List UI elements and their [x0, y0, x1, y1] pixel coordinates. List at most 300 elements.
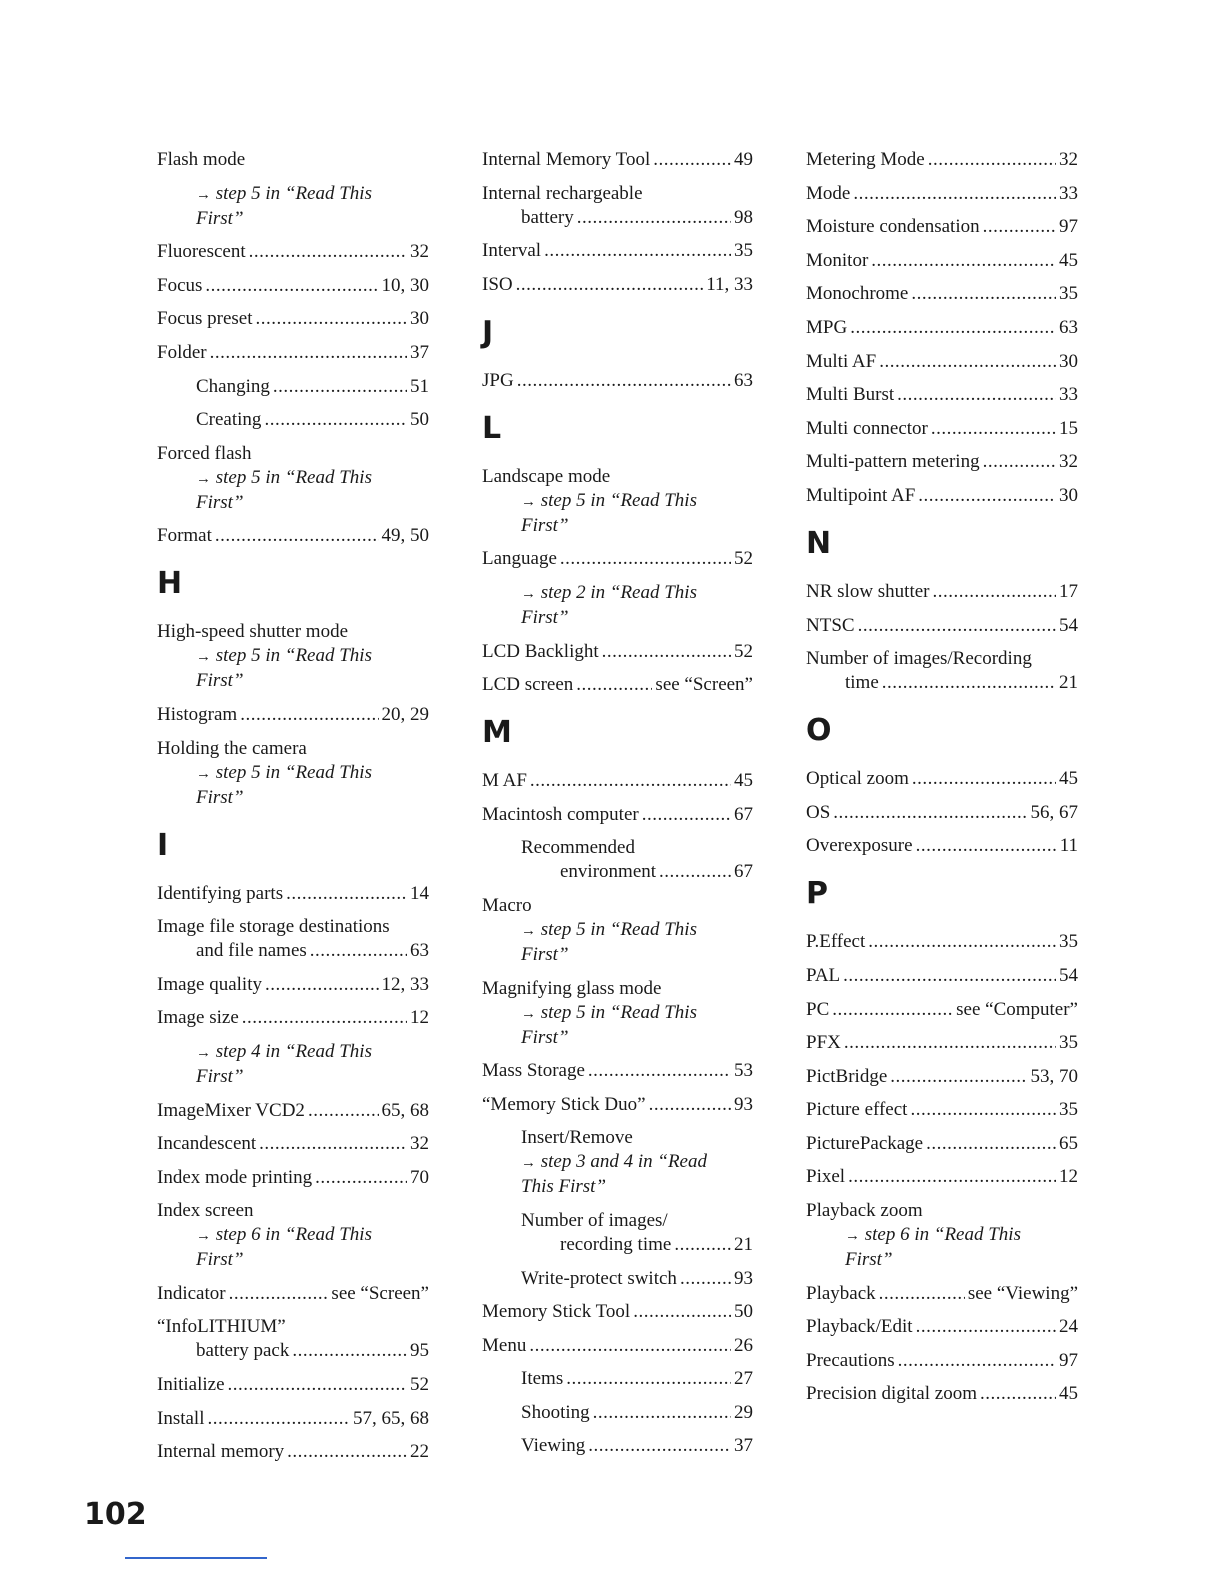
index-entry	[806, 614, 1078, 638]
leader-dots	[315, 1166, 407, 1190]
entry-continuation-row	[806, 671, 1078, 695]
entry-term: Items	[521, 1368, 564, 1390]
entry-row	[157, 1282, 429, 1306]
entry-row	[157, 524, 429, 548]
leader-dots	[858, 614, 1056, 638]
section-letter: J	[482, 314, 494, 350]
entry-term: Identifying parts	[157, 882, 284, 904]
entry-term: Pixel	[806, 1166, 846, 1188]
index-entry	[806, 930, 1078, 954]
leader-dots	[205, 274, 378, 298]
entry-row	[521, 1434, 753, 1458]
page-ref: 17	[1059, 580, 1078, 602]
entry-term: Macintosh computer	[482, 803, 639, 825]
entry-term: Internal memory	[157, 1441, 285, 1463]
reference-text-cont: First”	[196, 491, 244, 513]
entry-term: MPG	[806, 316, 848, 338]
page-ref: 63	[1059, 316, 1078, 338]
page-ref: 45	[1059, 249, 1078, 271]
arrow-icon: →	[196, 649, 211, 666]
entry-term: Overexposure	[806, 835, 913, 857]
index-entry	[806, 182, 1078, 206]
entry-term: Monitor	[806, 249, 869, 271]
page-ref: 32	[410, 241, 429, 263]
page-ref: 37	[734, 1435, 753, 1457]
page-ref: 11, 33	[706, 273, 753, 295]
index-entry	[806, 1282, 1078, 1306]
leader-dots	[649, 1093, 731, 1117]
entry-term: PictBridge	[806, 1065, 888, 1087]
entry-row	[806, 484, 1078, 508]
entry-row	[806, 1165, 1078, 1189]
leader-dots	[249, 240, 407, 264]
entry-continuation-row	[157, 1339, 429, 1363]
page-ref: 33	[1059, 182, 1078, 204]
index-entry	[806, 1132, 1078, 1156]
entry-row	[806, 1065, 1078, 1089]
entry-term: PFX	[806, 1032, 841, 1054]
leader-dots	[256, 307, 407, 331]
reference-text-cont: First”	[521, 1026, 569, 1048]
entry-row	[482, 369, 753, 393]
entry-row	[157, 703, 429, 727]
index-entry	[806, 350, 1078, 374]
index-entry	[482, 148, 753, 172]
page-ref: 45	[1059, 768, 1078, 790]
page-number: 102	[84, 1497, 147, 1532]
cross-reference	[157, 761, 429, 810]
leader-dots	[844, 1031, 1056, 1055]
index-entry	[806, 316, 1078, 340]
index-entry	[806, 801, 1078, 825]
entry-row	[482, 769, 753, 793]
cross-reference	[157, 182, 429, 231]
entry-term: Precision digital zoom	[806, 1383, 977, 1405]
index-column-2	[482, 148, 753, 1468]
index-entry	[806, 1315, 1078, 1339]
leader-dots	[916, 1315, 1056, 1339]
index-entry	[482, 182, 753, 230]
reference-text: step 6 in “Read This	[864, 1224, 1021, 1246]
page-ref: 57, 65, 68	[353, 1407, 429, 1429]
entry-row	[806, 834, 1078, 858]
entry-term: Incandescent	[157, 1133, 257, 1155]
leader-dots	[273, 375, 407, 399]
page-ref: 97	[1059, 1349, 1078, 1371]
index-entry	[806, 1065, 1078, 1089]
entry-row	[157, 973, 429, 997]
leader-dots	[853, 182, 1056, 206]
entry-term-cont: battery pack	[196, 1340, 290, 1362]
leader-dots	[588, 1434, 731, 1458]
entry-term: Playback/Edit	[806, 1316, 913, 1338]
arrow-icon: →	[196, 1228, 211, 1245]
entry-row	[196, 375, 429, 399]
section-letter: O	[806, 713, 832, 749]
entry-term-cont: time	[845, 672, 879, 694]
page-ref: 32	[410, 1133, 429, 1155]
index-entry	[806, 484, 1078, 508]
entry-term: Multi AF	[806, 350, 877, 372]
index-entry	[157, 1315, 429, 1363]
entry-row	[482, 1300, 753, 1324]
leader-dots	[879, 350, 1056, 374]
index-entry	[482, 1401, 753, 1425]
page-ref: 65	[1059, 1132, 1078, 1154]
index-entry	[157, 703, 429, 727]
entry-continuation-row	[521, 1233, 753, 1257]
page-ref: 50	[734, 1301, 753, 1323]
entry-row	[806, 1349, 1078, 1373]
entry-term: Playback zoom	[806, 1200, 923, 1222]
entry-term: Indicator	[157, 1282, 226, 1304]
cross-reference	[806, 1223, 1078, 1272]
entry-term-cont: recording time	[560, 1233, 672, 1255]
page-ref: 27	[734, 1368, 753, 1390]
reference-text: step 3 and 4 in “Read	[540, 1151, 707, 1173]
index-entry	[482, 273, 753, 297]
page-ref: 32	[1059, 149, 1078, 170]
entry-term: PC	[806, 998, 830, 1020]
entry-row	[157, 307, 429, 331]
entry-row	[806, 1382, 1078, 1406]
index-entry	[157, 524, 429, 548]
index-entry	[157, 1132, 429, 1156]
index-entry	[482, 547, 753, 571]
leader-dots	[593, 1401, 731, 1425]
entry-term: Index screen	[157, 1200, 254, 1222]
entry-row	[806, 930, 1078, 954]
entry-term: Mass Storage	[482, 1060, 585, 1082]
index-entry	[157, 1006, 429, 1030]
page-ref: 93	[734, 1093, 753, 1115]
reference-text: step 5 in “Read This	[215, 645, 372, 667]
index-entry	[157, 1199, 429, 1223]
leader-dots	[918, 484, 1056, 508]
index-entry	[806, 383, 1078, 407]
entry-term: Number of images/Recording	[806, 648, 1032, 670]
index-entry	[482, 673, 753, 697]
entry-row	[157, 1373, 429, 1397]
entry-term: Mode	[806, 182, 851, 204]
leader-dots	[879, 1282, 965, 1306]
page-ref: 30	[410, 308, 429, 330]
entry-term: Recommended	[521, 837, 635, 859]
reference-text-cont: First”	[196, 786, 244, 808]
page-ref: 50	[410, 409, 429, 431]
leader-dots	[933, 580, 1057, 604]
leader-dots	[983, 215, 1056, 239]
entry-term: Install	[157, 1407, 205, 1429]
leader-dots	[292, 1339, 407, 1363]
page-ref: 21	[734, 1233, 753, 1255]
page-ref: 97	[1059, 216, 1078, 238]
index-entry	[157, 1373, 429, 1397]
leader-dots	[911, 282, 1056, 306]
page-ref: 24	[1059, 1316, 1078, 1338]
index-entry	[806, 1199, 1078, 1223]
entry-term: Memory Stick Tool	[482, 1301, 631, 1323]
leader-dots	[897, 383, 1056, 407]
reference-text: step 2 in “Read This	[540, 581, 697, 603]
leader-dots	[680, 1267, 731, 1291]
index-entry	[482, 836, 753, 884]
entry-row	[806, 350, 1078, 374]
entry-row	[806, 383, 1078, 407]
page-ref: 52	[734, 548, 753, 570]
page-ref: 35	[1059, 1032, 1078, 1054]
entry-term-cont: battery	[521, 206, 574, 228]
entry-row	[806, 249, 1078, 273]
index-entry	[806, 998, 1078, 1022]
index-entry	[482, 1093, 753, 1117]
entry-row	[806, 964, 1078, 988]
index-entry	[806, 1031, 1078, 1055]
leader-dots	[928, 148, 1056, 172]
entry-term-cont: environment	[560, 861, 657, 883]
entry-row	[482, 148, 753, 172]
index-entry	[482, 1334, 753, 1358]
cross-reference	[157, 1223, 429, 1272]
entry-term: Shooting	[521, 1401, 590, 1423]
entry-term: Internal Memory Tool	[482, 149, 651, 170]
page-ref: 10, 30	[381, 274, 429, 296]
entry-term: Interval	[482, 240, 542, 262]
leader-dots	[566, 1367, 731, 1391]
entry-row	[157, 1132, 429, 1156]
entry-term: Multi connector	[806, 417, 928, 439]
entry-row	[806, 282, 1078, 306]
index-entry	[482, 1209, 753, 1257]
entry-term: Number of images/	[521, 1209, 668, 1231]
entry-term: Creating	[196, 409, 262, 431]
entry-row	[521, 1367, 753, 1391]
leader-dots	[229, 1282, 329, 1306]
page-ref: 26	[734, 1334, 753, 1356]
cross-reference	[482, 489, 753, 538]
page-ref: see “Screen”	[655, 674, 753, 696]
leader-dots	[240, 703, 378, 727]
leader-dots	[544, 239, 731, 263]
entry-term: Language	[482, 548, 557, 570]
index-entry	[806, 417, 1078, 441]
entry-row	[482, 273, 753, 297]
index-entry	[482, 977, 753, 1001]
entry-row	[157, 1407, 429, 1431]
index-entry	[157, 408, 429, 432]
page-ref: 37	[410, 341, 429, 363]
index-entry	[157, 341, 429, 365]
entry-term: Folder	[157, 341, 207, 363]
entry-term: Magnifying glass mode	[482, 977, 662, 999]
entry-term: LCD Backlight	[482, 640, 599, 662]
page-ref: 35	[734, 240, 753, 262]
leader-dots	[674, 1233, 731, 1257]
entry-row	[806, 1132, 1078, 1156]
index-entry	[482, 1059, 753, 1083]
page-ref: 67	[734, 861, 753, 883]
section-letter: M	[482, 715, 512, 751]
index-entry	[157, 1407, 429, 1431]
page-ref: 30	[1059, 484, 1078, 506]
entry-term-cont: and file names	[196, 940, 307, 962]
index-entry	[482, 640, 753, 664]
index-entry	[806, 647, 1078, 695]
reference-text-cont: This First”	[521, 1176, 607, 1198]
entry-row	[482, 673, 753, 697]
entry-term: Picture effect	[806, 1099, 908, 1121]
leader-dots	[633, 1300, 731, 1324]
cross-reference	[157, 644, 429, 693]
leader-dots	[576, 673, 652, 697]
reference-text: step 6 in “Read This	[215, 1224, 372, 1246]
entry-term: Focus preset	[157, 308, 253, 330]
leader-dots	[832, 998, 953, 1022]
entry-term: High-speed shutter mode	[157, 621, 349, 643]
entry-continuation-row	[157, 939, 429, 963]
entry-row	[806, 182, 1078, 206]
entry-term: LCD screen	[482, 674, 574, 696]
index-entry	[806, 767, 1078, 791]
index-entry	[806, 249, 1078, 273]
entry-row	[482, 547, 753, 571]
reference-text: step 5 in “Read This	[540, 1001, 697, 1023]
reference-text: step 5 in “Read This	[215, 761, 372, 783]
cross-reference	[482, 918, 753, 967]
index-entry	[157, 375, 429, 399]
entry-term: Image size	[157, 1007, 239, 1029]
entry-term: Histogram	[157, 703, 238, 725]
entry-row	[157, 1440, 429, 1464]
index-entry	[806, 964, 1078, 988]
leader-dots	[843, 964, 1056, 988]
entry-term: Image file storage destinations	[157, 916, 390, 938]
entry-term: Write-protect switch	[521, 1267, 677, 1289]
entry-row	[482, 640, 753, 664]
page-ref: 11	[1059, 835, 1078, 857]
index-entry	[482, 1367, 753, 1391]
reference-text: step 5 in “Read This	[540, 489, 697, 511]
page-ref: 51	[410, 375, 429, 397]
leader-dots	[916, 834, 1057, 858]
page-ref: 14	[410, 882, 429, 904]
page-ref: 63	[734, 369, 753, 391]
index-entry	[157, 307, 429, 331]
entry-row	[806, 450, 1078, 474]
reference-text: step 5 in “Read This	[215, 466, 372, 488]
page-ref: 21	[1059, 672, 1078, 694]
entry-row	[157, 341, 429, 365]
reference-text-cont: First”	[521, 606, 569, 628]
page-ref: 65, 68	[381, 1099, 429, 1121]
page-ref: 49	[734, 149, 753, 170]
page-ref: 95	[410, 1340, 429, 1362]
cross-reference	[157, 1040, 429, 1089]
leader-dots	[910, 1098, 1056, 1122]
leader-dots	[931, 417, 1056, 441]
index-entry	[806, 282, 1078, 306]
leader-dots	[602, 640, 731, 664]
entry-term: Menu	[482, 1334, 527, 1356]
leader-dots	[898, 1349, 1056, 1373]
index-entry	[806, 450, 1078, 474]
entry-row	[482, 239, 753, 263]
index-entry	[806, 1382, 1078, 1406]
arrow-icon: →	[845, 1228, 860, 1245]
reference-text-cont: First”	[845, 1249, 893, 1271]
leader-dots	[912, 767, 1056, 791]
leader-dots	[983, 450, 1056, 474]
index-entry	[806, 1349, 1078, 1373]
page-ref: 53, 70	[1030, 1065, 1078, 1087]
page-ref: 12, 33	[381, 973, 429, 995]
page-ref: 22	[410, 1441, 429, 1463]
index-entry	[157, 737, 429, 761]
bottom-rule	[125, 1557, 267, 1559]
entry-term: Initialize	[157, 1374, 225, 1396]
entry-term: OS	[806, 801, 831, 823]
entry-term: NTSC	[806, 614, 855, 636]
cross-reference	[482, 1150, 753, 1199]
index-entry	[157, 274, 429, 298]
arrow-icon: →	[196, 1044, 211, 1061]
section-letter: I	[157, 827, 169, 863]
leader-dots	[560, 547, 731, 571]
leader-dots	[926, 1132, 1056, 1156]
entry-term: Macro	[482, 894, 532, 916]
entry-continuation-row	[482, 206, 753, 230]
entry-row	[806, 614, 1078, 638]
leader-dots	[577, 206, 731, 230]
index-entry	[157, 148, 429, 172]
leader-dots	[980, 1382, 1056, 1406]
index-column-3	[806, 148, 1078, 1416]
entry-term: Focus	[157, 274, 203, 296]
index-entry	[482, 803, 753, 827]
leader-dots	[264, 408, 407, 432]
leader-dots	[228, 1373, 407, 1397]
leader-dots	[850, 316, 1056, 340]
leader-dots	[653, 148, 731, 172]
page-ref: 32	[1059, 451, 1078, 473]
section-letter: H	[157, 566, 183, 602]
cross-reference	[157, 466, 429, 515]
index-entry	[806, 1098, 1078, 1122]
reference-text-cont: First”	[521, 943, 569, 965]
entry-row	[157, 1099, 429, 1123]
page-ref: 93	[734, 1267, 753, 1289]
arrow-icon: →	[521, 1005, 536, 1022]
leader-dots	[310, 939, 407, 963]
entry-row	[196, 408, 429, 432]
entry-term: “Memory Stick Duo”	[482, 1093, 646, 1115]
entry-row	[482, 803, 753, 827]
leader-dots	[833, 801, 1027, 825]
index-entry	[157, 915, 429, 963]
leader-dots	[588, 1059, 731, 1083]
page-ref: see “Computer”	[956, 998, 1078, 1020]
index-entry	[806, 580, 1078, 604]
index-entry	[157, 442, 429, 466]
entry-term: Playback	[806, 1282, 876, 1304]
cross-reference	[482, 1001, 753, 1050]
index-entry	[482, 769, 753, 793]
page-ref: 54	[1059, 614, 1078, 636]
reference-text-cont: First”	[196, 1065, 244, 1087]
reference-text-cont: First”	[196, 1249, 244, 1271]
leader-dots	[287, 1440, 407, 1464]
index-entry	[482, 1300, 753, 1324]
